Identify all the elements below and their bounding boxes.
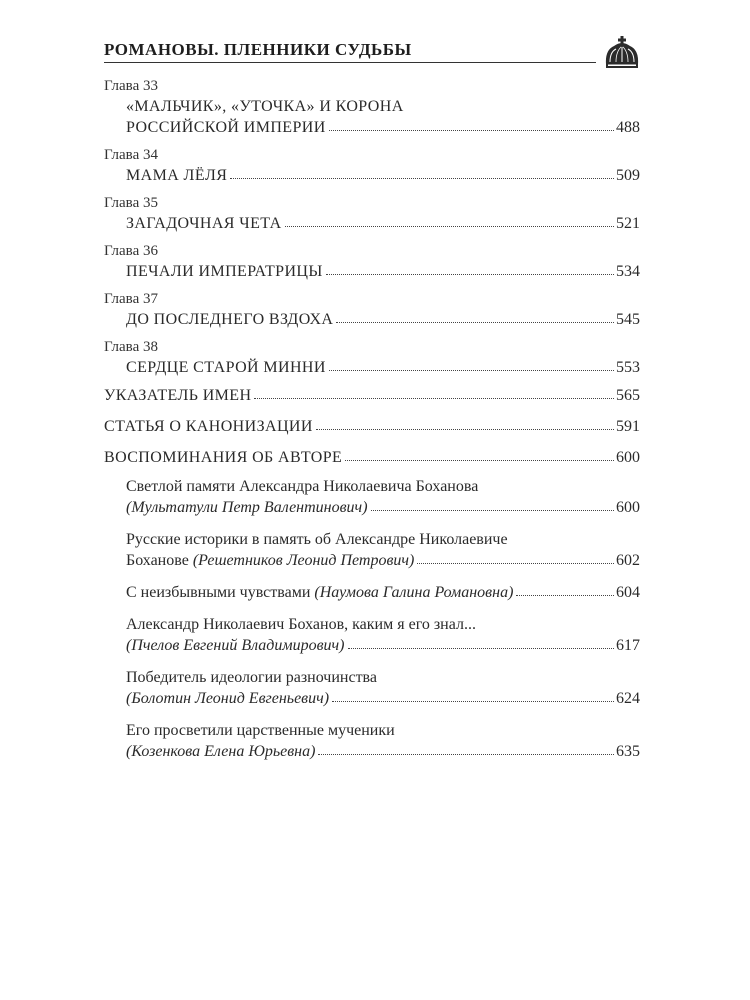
chapter-label: Глава 38 [104,339,158,355]
dot-leader [230,178,614,179]
section-title: СТАТЬЯ О КАНОНИЗАЦИИ [104,418,313,435]
toc-subentry-memoir-1[interactable] [104,476,640,518]
dot-leader [348,648,615,649]
memoir-title: Светлой памяти Александра Николаевича Боханова [126,478,479,495]
header-rule [104,62,596,63]
chapter-title-line: ЗАГАДОЧНАЯ ЧЕТА 521 [126,215,640,232]
memoir-title: Победитель идеологии разночинства [126,669,377,686]
page-number: 635 [616,743,640,760]
dot-leader [332,701,614,702]
table-of-contents [104,76,640,773]
dot-leader [417,563,614,564]
toc-entry-chapter-35[interactable] [104,193,640,234]
toc-entry-chapter-37[interactable] [104,289,640,330]
page-number: 600 [616,449,640,466]
chapter-title-line: ПЕЧАЛИ ИМПЕРАТРИЦЫ 534 [126,263,640,280]
page-number: 521 [616,215,640,232]
running-header [104,36,644,66]
page-number: 624 [616,690,640,707]
dot-leader [254,398,614,399]
memoir-title-continued: Боханове [126,552,189,569]
page-number: 545 [616,311,640,328]
dot-leader [318,754,614,755]
chapter-label: Глава 37 [104,291,158,307]
memoir-author: (Мультатули Петр Валентинович) [126,499,368,516]
chapter-title-line: МАМА ЛЁЛЯ 509 [126,167,640,184]
page-number: 591 [616,418,640,435]
dot-leader [316,429,614,430]
memoir-author: (Пчелов Евгений Владимирович) [126,637,345,654]
crown-icon [602,34,642,74]
chapter-title-line: СЕРДЦЕ СТАРОЙ МИННИ 553 [126,359,640,376]
toc-entry-canonization[interactable] [104,416,640,437]
memoir-author: (Козенкова Елена Юрьевна) [126,743,316,760]
memoir-title: Русские историки в память об Александре Николаевиче [126,531,508,548]
dot-leader [336,322,614,323]
chapter-label: Глава 36 [104,243,158,259]
page-number: 534 [616,263,640,280]
chapter-label: Глава 33 [104,78,158,94]
page-number: 600 [616,499,640,516]
toc-subentry-memoir-5[interactable] [104,667,640,709]
chapter-label: Глава 34 [104,147,158,163]
chapter-title-line: «МАЛЬЧИК», «УТОЧКА» И КОРОНА [126,98,404,115]
page-number: 617 [616,637,640,654]
toc-subentry-memoir-2[interactable] [104,529,640,571]
memoir-title: Его просветили царственные мученики [126,722,395,739]
dot-leader [285,226,614,227]
toc-subentry-memoir-4[interactable] [104,614,640,656]
memoir-title: С неизбывными чувствами [126,584,311,601]
dot-leader [326,274,614,275]
book-title: РОМАНОВЫ. ПЛЕННИКИ СУДЬБЫ [104,40,412,59]
page-number: 509 [616,167,640,184]
memoir-author: (Наумова Галина Романовна) [314,584,514,601]
dot-leader [371,510,614,511]
chapter-title-line: ДО ПОСЛЕДНЕГО ВЗДОХА 545 [126,311,640,328]
page-number: 488 [616,119,640,136]
toc-subentry-memoir-6[interactable] [104,720,640,762]
page-number: 602 [616,552,640,569]
memoir-title: Александр Николаевич Боханов, каким я его знал... [126,616,476,633]
toc-entry-chapter-33[interactable] [104,76,640,138]
dot-leader [329,130,614,131]
page-number: 553 [616,359,640,376]
dot-leader [516,595,614,596]
toc-entry-chapter-36[interactable] [104,241,640,282]
toc-entry-memoirs[interactable] [104,447,640,468]
toc-entry-chapter-38[interactable] [104,337,640,378]
toc-subentry-memoir-3[interactable] [104,582,640,603]
memoir-author: (Решетников Леонид Петрович) [192,552,415,569]
chapter-label: Глава 35 [104,195,158,211]
chapter-title-line: РОССИЙСКОЙ ИМПЕРИИ 488 [126,119,640,136]
toc-entry-index[interactable] [104,385,640,406]
toc-entry-chapter-34[interactable] [104,145,640,186]
dot-leader [345,460,614,461]
page-number: 565 [616,387,640,404]
dot-leader [329,370,614,371]
page-number: 604 [616,584,640,601]
section-title: УКАЗАТЕЛЬ ИМЕН [104,387,252,404]
memoir-author: (Болотин Леонид Евгеньевич) [126,690,330,707]
section-title: ВОСПОМИНАНИЯ ОБ АВТОРЕ [104,449,343,466]
